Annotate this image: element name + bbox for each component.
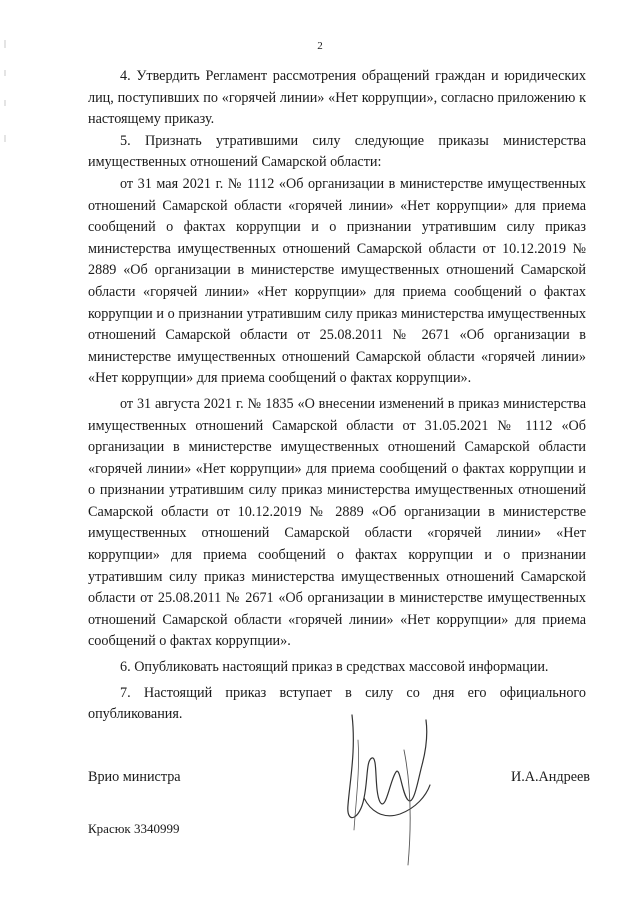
signer-title: Врио министра [88,769,181,785]
paragraph-order-1835: от 31 августа 2021 г. № 1835 «О внесении изменений в приказ министерства имущественных отношений Самарской области от 31.05.2021 № 1112 «Об организации в министерстве имущественных отношений Самарской области «горячей линии» «Нет коррупции» для приема сообщений о фактах коррупции и о признании утратившим силу приказ министерства имущественных отношений Самарской области от 10.12.2019 № 2889 «Об организации в министерстве имущественных отношений Самарской области «горячей линии» «Нет коррупции» для приема сообщений о фактах коррупции и о признании утратившим силу приказ министерства имущественных отношений Самарской области от 25.08.2011 № 2671 «Об организации в министерстве имущественных отношений Самарской области «горячей линии» «Нет коррупции» для приема сообщений о фактах коррупции». [88,395,586,650]
paragraph-item-7: 7. Настоящий приказ вступает в силу со дня его официального опубликования. [88,684,586,723]
paragraph-item-5: 5. Признать утратившими силу следующие приказы министерства имущественных отношений Самарской области: [88,132,586,171]
paragraph-item-6: 6. Опубликовать настоящий приказ в средствах массовой информации. [120,659,549,676]
signer-name: И.А.Андреев [510,769,590,785]
document-body [88,66,586,726]
paragraph-item-4: 4. Утвердить Регламент рассмотрения обращений граждан и юридических лиц, поступивших по «горячей линии» «Нет коррупции», согласно приложению к настоящему приказу. [88,68,586,128]
scan-margin-marks [2,40,12,150]
executor-contact: Красюк 3340999 [88,821,180,836]
handwritten-signature [330,710,440,870]
paragraph-order-1112: от 31 мая 2021 г. № 1112 «Об организации в министерстве имущественных отношений Самарской области «горячей линии» «Нет коррупции» для приема сообщений о фактах коррупции и о признании утратившим силу приказ министерства имущественных отношений Самарской области от 10.12.2019 № 2889 «Об организации в министерстве имущественных отношений Самарской области «горячей линии» «Нет коррупции» для приема сообщений о фактах коррупции и о признании утратившим силу приказ министерства имущественных отношений Самарской области от 25.08.2011 № 2671 «Об организации в министерстве имущественных отношений Самарской области «горячей линии» «Нет коррупции» для приема сообщений о фактах коррупции». [88,175,586,387]
page-number: 2 [317,40,323,52]
